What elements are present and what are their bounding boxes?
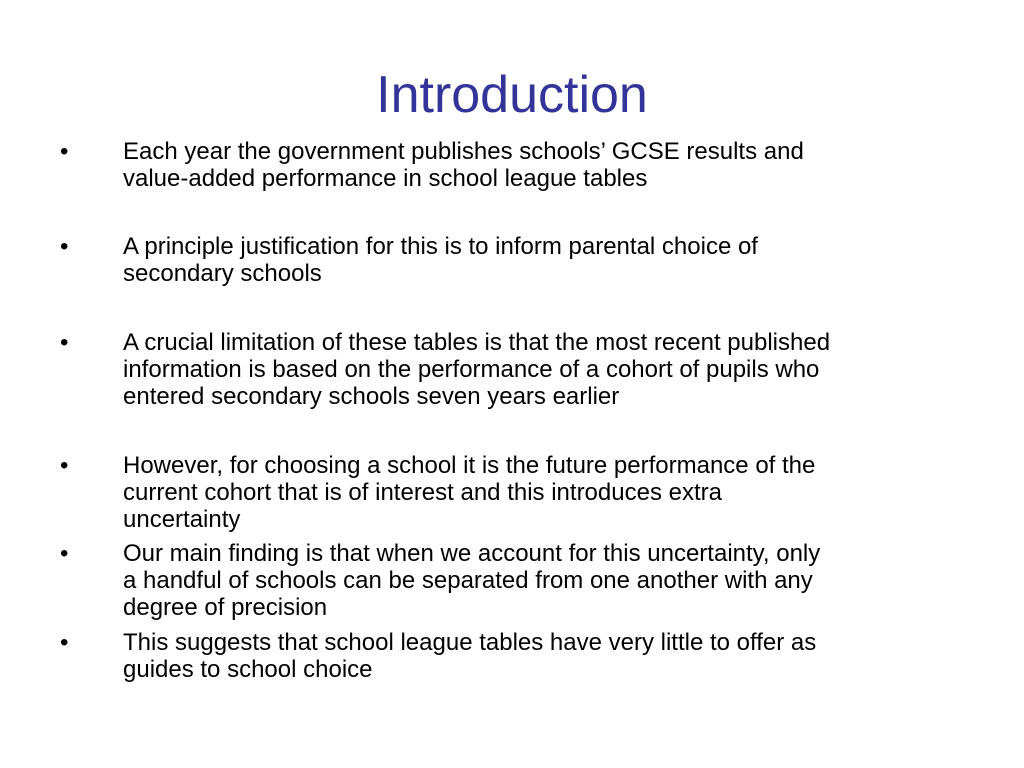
bullet-line: guides to school choice [123,656,373,683]
bullet-line: Our main finding is that when we account for this uncertainty, only [123,540,821,567]
slide-title: Introduction [376,66,648,124]
bullet-text [123,233,983,287]
bullet-line: However, for choosing a school it is the future performance of the [123,452,816,479]
bullet-line: degree of precision [123,594,328,621]
bullet-line: value-added performance in school league tables [123,165,648,192]
bullet-line: information is based on the performance of a cohort of pupils who [123,356,820,383]
bullet-line: Each year the government publishes schools’ GCSE results and [123,138,804,165]
bullet-line: secondary schools [123,260,322,287]
bullet-line: A crucial limitation of these tables is that the most recent published [123,329,831,356]
bullet-marker: • [60,629,69,656]
bullet-line: A principle justification for this is to inform parental choice of [123,233,758,260]
bullet-marker: • [60,233,69,260]
bullet-line: a handful of schools can be separated from one another with any [123,567,813,594]
bullet-line: entered secondary schools seven years earlier [123,383,620,410]
bullet-marker: • [60,452,69,479]
bullet-line: current cohort that is of interest and this introduces extra [123,479,722,506]
bullet-line: This suggests that school league tables have very little to offer as [123,629,817,656]
bullet-marker: • [60,329,69,356]
bullet-marker: • [60,138,69,165]
bullet-text [123,629,983,683]
bullet-marker: • [60,540,69,567]
bullet-line: uncertainty [123,506,241,533]
bullet-text [123,452,983,533]
bullet-text [123,138,983,192]
bullet-text [123,329,983,410]
bullet-text [123,540,983,621]
